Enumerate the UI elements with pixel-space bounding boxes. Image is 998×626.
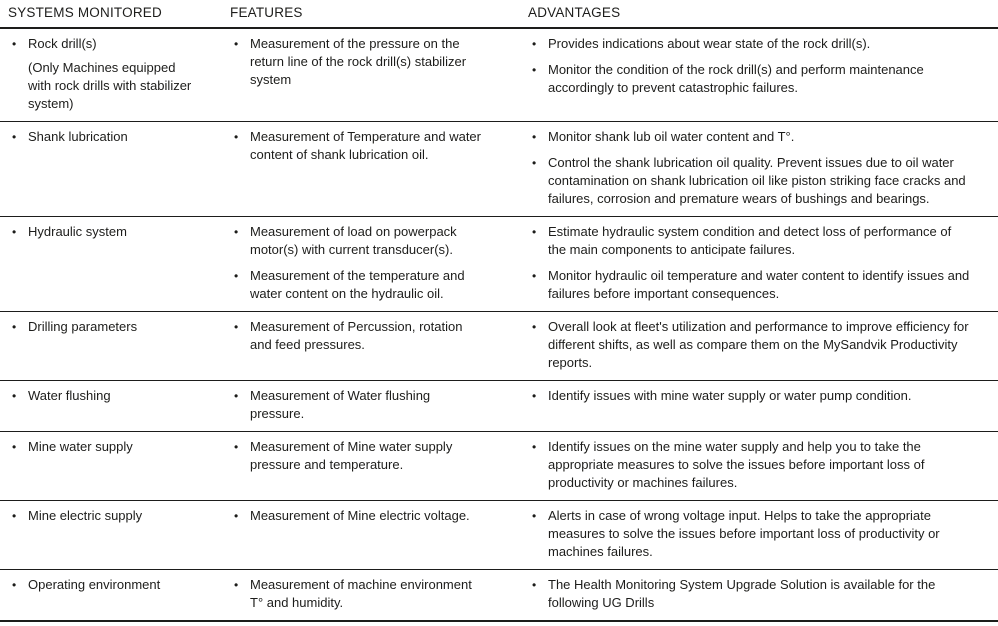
bullet-text: Monitor the condition of the rock drill(s) and perform maintenance accordingly to prevent catastrophic failures. — [548, 62, 924, 95]
advantages-cell — [526, 28, 998, 122]
table-row — [0, 570, 998, 622]
bullet-icon: • — [532, 63, 537, 77]
bullet-text: Measurement of Water flushing pressure. — [250, 388, 431, 421]
bullet-item — [230, 438, 486, 474]
bullet-icon: • — [532, 320, 537, 334]
bullet-text: Shank lubrication — [28, 129, 128, 144]
bullet-text: Water flushing — [28, 388, 111, 403]
bullet-icon: • — [12, 37, 17, 51]
bullet-icon: • — [532, 269, 537, 283]
features-cell — [228, 501, 526, 570]
bullet-item — [8, 387, 198, 405]
column-header-features: FEATURES — [228, 0, 526, 28]
bullet-icon: • — [234, 389, 239, 403]
bullet-item — [230, 576, 486, 612]
advantages-cell — [526, 432, 998, 501]
bullet-item — [528, 128, 970, 146]
bullet-text: Rock drill(s) — [28, 36, 97, 51]
header-row — [0, 0, 998, 28]
system-cell — [0, 501, 228, 570]
features-cell — [228, 28, 526, 122]
bullet-text: Provides indications about wear state of the rock drill(s). — [548, 36, 871, 51]
bullet-text: Hydraulic system — [28, 224, 127, 239]
bullet-item — [8, 223, 198, 241]
bullet-item — [8, 318, 198, 336]
system-cell — [0, 28, 228, 122]
bullet-icon: • — [532, 578, 537, 592]
system-cell — [0, 432, 228, 501]
bullet-item — [528, 35, 970, 53]
system-note: (Only Machines equipped with rock drills with stabilizer system) — [28, 60, 192, 111]
bullet-text: Measurement of Mine electric voltage. — [250, 508, 470, 523]
bullet-text: Mine water supply — [28, 439, 133, 454]
bullet-icon: • — [532, 389, 537, 403]
bullet-item — [528, 154, 970, 208]
bullet-item — [230, 507, 486, 525]
table-header — [0, 0, 998, 28]
bullet-text: Measurement of the pressure on the return line of the rock drill(s) stabilizer system — [250, 36, 467, 87]
bullet-item — [528, 318, 970, 372]
bullet-icon: • — [12, 320, 17, 334]
bullet-item — [528, 387, 970, 405]
features-cell — [228, 312, 526, 381]
column-header-systems-monitored: SYSTEMS MONITORED — [0, 0, 228, 28]
bullet-icon: • — [234, 509, 239, 523]
bullet-item — [230, 128, 486, 164]
bullet-icon: • — [234, 578, 239, 592]
bullet-item — [8, 507, 198, 525]
advantages-cell — [526, 501, 998, 570]
bullet-item — [230, 267, 486, 303]
bullet-item — [528, 223, 970, 259]
system-cell — [0, 570, 228, 622]
table-row — [0, 122, 998, 217]
bullet-icon: • — [12, 509, 17, 523]
bullet-icon: • — [234, 130, 239, 144]
bullet-item — [230, 387, 486, 423]
system-cell — [0, 381, 228, 432]
system-cell — [0, 217, 228, 312]
bullet-text: Measurement of Mine water supply pressure and temperature. — [250, 439, 453, 472]
bullet-item — [230, 35, 486, 89]
advantages-cell — [526, 570, 998, 622]
bullet-icon: • — [234, 269, 239, 283]
bullet-icon: • — [532, 156, 537, 170]
bullet-icon: • — [532, 225, 537, 239]
bullet-text: Measurement of the temperature and water content on the hydraulic oil. — [250, 268, 465, 301]
bullet-text: Mine electric supply — [28, 508, 143, 523]
system-cell — [0, 312, 228, 381]
bullet-text: Identify issues on the mine water supply and help you to take the appropriate measures to solve the issues before important loss of productivity or machines failures. — [548, 439, 925, 490]
bullet-item — [230, 223, 486, 259]
bullet-item — [528, 576, 970, 612]
advantages-cell — [526, 122, 998, 217]
table-row — [0, 28, 998, 122]
table-row — [0, 432, 998, 501]
bullet-text: The Health Monitoring System Upgrade Solution is available for the following UG Drills — [548, 577, 936, 610]
bullet-icon: • — [234, 225, 239, 239]
advantages-cell — [526, 381, 998, 432]
bullet-icon: • — [12, 440, 17, 454]
bullet-text: Monitor shank lub oil water content and T°. — [548, 129, 795, 144]
bullet-text: Measurement of Temperature and water content of shank lubrication oil. — [250, 129, 481, 162]
bullet-text: Monitor hydraulic oil temperature and water content to identify issues and failures before important consequences. — [548, 268, 970, 301]
bullet-item — [8, 128, 198, 146]
table-row — [0, 312, 998, 381]
features-cell — [228, 570, 526, 622]
bullet-icon: • — [234, 37, 239, 51]
bullet-text: Alerts in case of wrong voltage input. Helps to take the appropriate measures to solve the issues before important loss of productivity or machines failures. — [548, 508, 940, 559]
advantages-cell — [526, 217, 998, 312]
bullet-icon: • — [532, 509, 537, 523]
features-cell — [228, 217, 526, 312]
column-header-advantages: ADVANTAGES — [526, 0, 998, 28]
table-row — [0, 217, 998, 312]
bullet-text: Overall look at fleet's utilization and performance to improve efficiency for different shifts, as well as compare them on the MySandvik Productivity reports. — [548, 319, 969, 370]
bullet-text: Control the shank lubrication oil quality. Prevent issues due to oil water contamination on shank lubrication oil like piston striking face cracks and failures, corrosion and premature wears of bushings and bearings. — [548, 155, 966, 206]
bullet-text: Measurement of load on powerpack motor(s) with current transducer(s). — [250, 224, 457, 257]
table-body — [0, 28, 998, 621]
system-cell — [0, 122, 228, 217]
table-row — [0, 381, 998, 432]
advantages-cell — [526, 312, 998, 381]
bullet-item — [8, 438, 198, 456]
bullet-item — [528, 61, 970, 97]
bullet-item — [8, 576, 198, 594]
bullet-icon: • — [12, 578, 17, 592]
bullet-text: Measurement of machine environment T° and humidity. — [250, 577, 472, 610]
bullet-item — [8, 35, 198, 53]
bullet-text: Drilling parameters — [28, 319, 138, 334]
table-row — [0, 501, 998, 570]
bullet-icon: • — [12, 130, 17, 144]
bullet-icon: • — [234, 320, 239, 334]
bullet-text: Operating environment — [28, 577, 161, 592]
features-cell — [228, 381, 526, 432]
bullet-icon: • — [12, 389, 17, 403]
features-cell — [228, 122, 526, 217]
bullet-text: Measurement of Percussion, rotation and feed pressures. — [250, 319, 463, 352]
bullet-item — [230, 318, 486, 354]
bullet-icon: • — [532, 130, 537, 144]
features-cell — [228, 432, 526, 501]
bullet-icon: • — [234, 440, 239, 454]
bullet-icon: • — [532, 440, 537, 454]
bullet-item — [528, 507, 970, 561]
bullet-icon: • — [532, 37, 537, 51]
bullet-text: Estimate hydraulic system condition and detect loss of performance of the main components to anticipate failures. — [548, 224, 952, 257]
bullet-item — [528, 438, 970, 492]
bullet-text: Identify issues with mine water supply or water pump condition. — [548, 388, 912, 403]
bullet-item — [528, 267, 970, 303]
bullet-icon: • — [12, 225, 17, 239]
